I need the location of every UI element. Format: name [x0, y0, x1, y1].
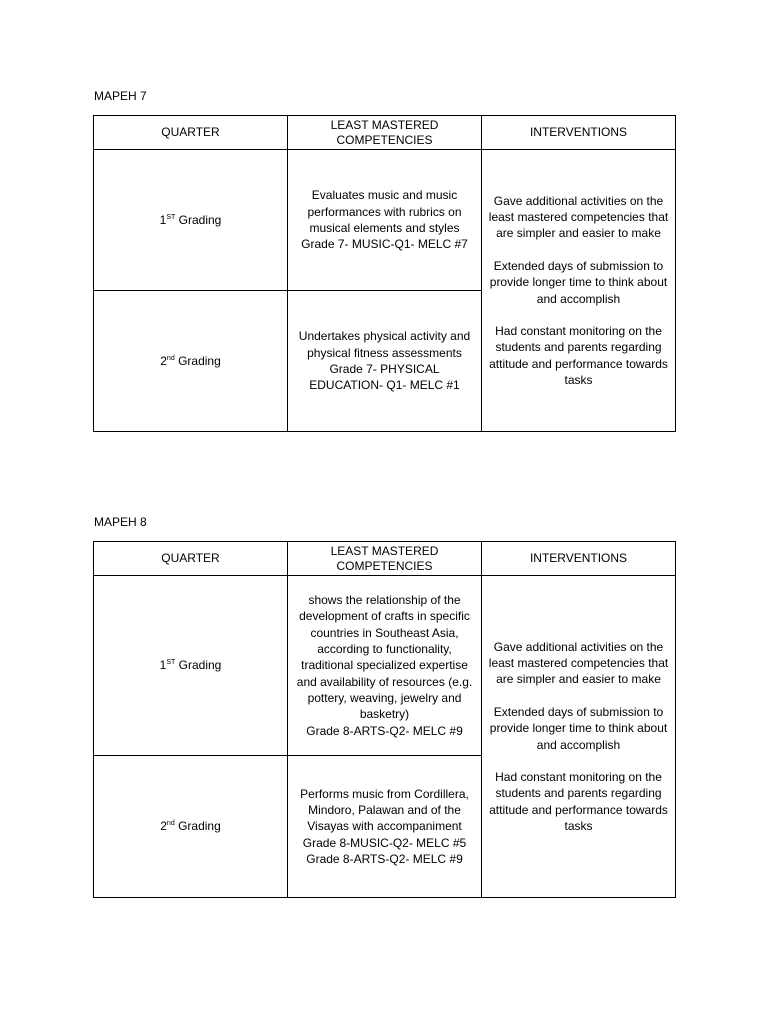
header-interventions — [482, 116, 676, 150]
competency-text: shows the relationship of the development of crafts in specific countries in Southeast Asia, according to functionality, traditional specialized expertise and availability of resources (e.g. pottery, weaving, jewelry and basketry) Grade 8-ARTS-Q2- MELC #9 — [296, 593, 473, 738]
competency-text: Evaluates music and music performances with rubrics on musical elements and styles Grade 7- MUSIC-Q1- MELC #7 — [301, 188, 468, 252]
quarter-number: 1 — [159, 212, 167, 227]
header-competencies — [288, 542, 482, 576]
quarter-number: 2 — [160, 819, 167, 834]
quarter-label — [160, 354, 221, 368]
header-quarter — [94, 542, 288, 576]
competency-text: Undertakes physical activity and physical fitness assessments Grade 7- PHYSICAL EDUCATION- Q1- MELC #1 — [298, 329, 471, 393]
competency-cell — [288, 576, 482, 756]
section-title-mapeh-7: MAPEH 7 — [94, 89, 147, 103]
header-competencies — [288, 116, 482, 150]
competency-cell — [288, 756, 482, 898]
table-header-row — [94, 116, 676, 150]
mapeh-8-table — [93, 541, 676, 898]
quarter-label — [160, 213, 222, 227]
quarter-label — [160, 658, 222, 672]
quarter-cell — [94, 291, 288, 432]
header-competencies-label: LEAST MASTERED COMPETENCIES — [330, 543, 439, 573]
header-interventions — [482, 542, 676, 576]
quarter-label — [160, 819, 221, 833]
quarter-suffix: ST — [166, 213, 176, 221]
competency-text: Performs music from Cordillera, Mindoro, Palawan and of the Visayas with accompaniment Grade 8-MUSIC-Q2- MELC #5 Grade 8-ARTS-Q2- MELC #9 — [300, 786, 469, 866]
header-competencies-label: LEAST MASTERED COMPETENCIES — [330, 117, 439, 147]
competency-cell — [288, 291, 482, 432]
interventions-cell — [482, 576, 676, 898]
quarter-suffix: ST — [166, 659, 176, 667]
header-quarter — [94, 116, 288, 150]
quarter-number: 1 — [159, 658, 167, 673]
quarter-cell — [94, 756, 288, 898]
quarter-text: Grading — [178, 658, 222, 673]
table-row — [94, 576, 676, 756]
quarter-text: Grading — [178, 212, 222, 227]
header-quarter-label: QUARTER — [161, 551, 220, 565]
quarter-cell — [94, 576, 288, 756]
mapeh-7-table — [93, 115, 676, 432]
quarter-text: Grading — [178, 353, 221, 368]
interventions-cell — [482, 150, 676, 432]
header-interventions-label: INTERVENTIONS — [529, 551, 628, 565]
table-row — [94, 150, 676, 291]
header-quarter-label: QUARTER — [161, 125, 220, 139]
interventions-text: Gave additional activities on the least mastered competencies that are simpler and easier to make Extended days of submission to provide longer time to think about and accomplish Had constant monitoring on the students and parents regarding attitude and performance towards tasks — [488, 193, 669, 387]
quarter-number: 2 — [160, 353, 167, 368]
quarter-text: Grading — [178, 819, 221, 834]
section-title-mapeh-8: MAPEH 8 — [94, 515, 147, 529]
competency-cell — [288, 150, 482, 291]
table-header-row — [94, 542, 676, 576]
quarter-suffix: nd — [166, 354, 175, 362]
interventions-text: Gave additional activities on the least mastered competencies that are simpler and easier to make Extended days of submission to provide longer time to think about and accomplish Had constant monitoring on the students and parents regarding attitude and performance towards tasks — [488, 639, 669, 833]
header-interventions-label: INTERVENTIONS — [529, 125, 628, 139]
quarter-suffix: nd — [166, 820, 175, 828]
quarter-cell — [94, 150, 288, 291]
